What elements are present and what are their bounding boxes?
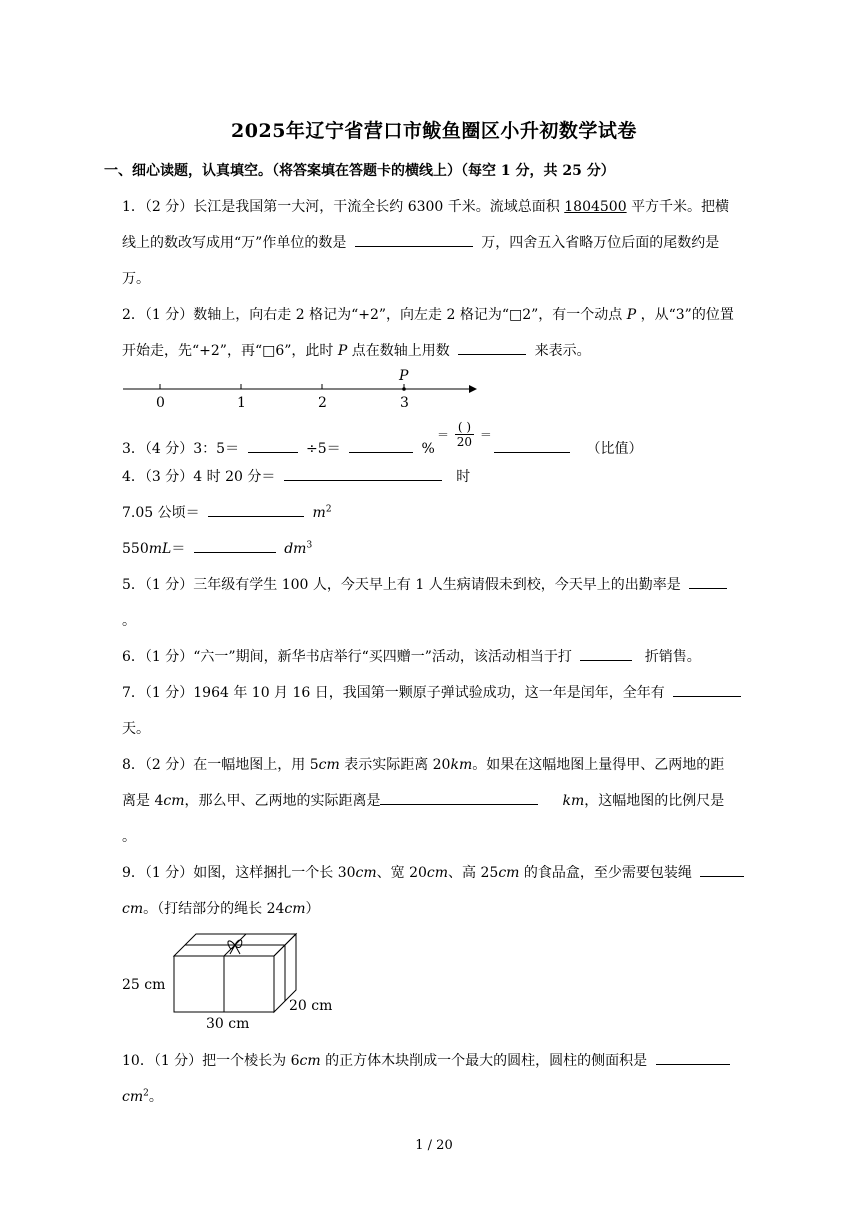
q3-answer-blank-2[interactable] [349,438,413,453]
q3-equals-1: ＝ [437,428,450,442]
q4-unit-dm: dm [284,541,307,557]
question-3-line [122,438,435,458]
question-8-line-1 [122,754,724,774]
q10-text-b: 的正方体木块削成一个最大的圆柱，圆柱的侧面积是 [320,1053,648,1069]
box-width-label: 20 cm [289,998,333,1014]
page-number: 1 / 20 [415,1138,453,1153]
question-1-line-1 [122,196,729,216]
q2-text-a: 2．（1 分）数轴上，向右走 2 格记为“+2”，向左走 2 格记为“□2”，有一个动点 [122,307,623,323]
q2-text-b: ，从“3”的位置 [640,307,734,323]
q2-text-c: 开始走，先“+2”，再“□6”，此时 [122,343,334,359]
gift-box-figure [118,928,338,1036]
question-5-line-1 [122,574,731,594]
q8-text-b: 表示实际距离 20 [339,757,451,773]
number-line-arrow [469,385,477,393]
question-9-line-2 [122,898,320,918]
q3-fraction-numerator: ( ) [455,420,474,435]
q5-text-a: 5．（1 分）三年级有学生 100 人，今天早上有 1 人生病请假未到校，今天早上的出勤率是 [122,577,681,593]
q9-unit-cm-1: cm [355,865,377,881]
ribbon-bow-icon [228,940,242,949]
q4-unit-ml: mL [148,541,172,557]
q1-text-c: 线上的数改写成用“万”作单位的数是 [122,235,347,251]
question-7-line-2 [122,718,150,738]
tick-label-2: 2 [318,395,327,411]
q1-underlined-number: 1804500 [564,199,627,215]
q2-answer-blank[interactable] [458,340,526,355]
q3-text-b: ÷5＝ [306,441,341,457]
q2-text-e: 来表示。 [534,343,591,359]
q2-point-p-2: P [337,343,348,359]
box-length-label: 30 cm [206,1016,250,1032]
q4-answer-blank-2[interactable] [208,502,304,517]
q2-text-d: 点在数轴上用数 [351,343,450,359]
q4-exponent-2: 2 [325,504,332,515]
q9-text-e: 。（打结部分的绳长 24 [143,901,285,917]
q10-text-a: 10．（1 分）把一个棱长为 6 [122,1053,300,1069]
tick-label-0: 0 [156,395,165,411]
q6-text-b: 折销售。 [644,649,701,665]
q6-answer-blank[interactable] [580,646,632,661]
number-line-figure [115,362,485,412]
q4-text-c: 7.05 公顷＝ [122,505,200,521]
question-1-line-2 [122,232,719,252]
question-8-line-3 [122,826,136,846]
q6-text-a: 6．（1 分）“六一”期间，新华书店举行“买四赠一”活动，该活动相当于打 [122,649,572,665]
point-p-label: P [399,368,409,384]
q7-text-b: 天。 [122,721,150,737]
q8-text-e: ，那么甲、乙两地的实际距离是 [184,793,381,809]
question-2-line-1 [122,304,734,324]
q10-text-c: 。 [148,1089,163,1105]
q3-text-d: （比值） [586,441,643,457]
question-6-line [122,646,701,666]
question-9-line-1 [122,862,748,882]
question-3-line-end [490,438,642,458]
q8-unit-cm-2: cm [163,793,185,809]
q7-answer-blank[interactable] [673,682,741,697]
q3-fraction-body [455,420,474,449]
q8-text-a: 8．（2 分）在一幅地图上，用 5 [122,757,319,773]
question-2-line-2 [122,340,591,360]
question-8-line-2 [122,790,724,810]
point-p-dot [402,387,406,391]
q9-text-a: 9．（1 分）如图，这样捆扎一个长 30 [122,865,356,881]
q9-text-d: 的食品盒，至少需要包装绳 [519,865,692,881]
box-height-label: 25 cm [122,977,166,993]
q4-answer-blank-3[interactable] [194,538,276,553]
tick-label-1: 1 [237,395,246,411]
q8-unit-km-2: km [562,793,585,809]
q1-text-e: 万。 [122,271,150,287]
q10-unit-cm-2: cm [122,1089,144,1105]
q9-unit-cm-4: cm [122,901,144,917]
q4-exponent-3: 3 [306,540,313,551]
q5-text-b: 。 [122,613,136,629]
q9-text-c: 、高 25 [448,865,499,881]
q1-answer-blank-1[interactable] [355,232,473,247]
q9-text-f: ） [305,901,320,917]
question-4-line-1 [122,466,470,486]
q8-text-d: 离是 4 [122,793,164,809]
q3-answer-blank-1[interactable] [248,438,298,453]
q10-exponent: 2 [143,1088,149,1099]
q3-percent: % [421,441,435,457]
q2-point-p: P [626,307,637,323]
q3-fraction [437,420,492,449]
q3-text-a: 3．（4 分）3：5＝ [122,441,240,457]
q8-text-g: 。 [122,829,136,845]
q4-equals: ＝ [171,541,186,557]
question-7-line-1 [122,682,745,702]
q9-unit-cm-3: cm [498,865,520,881]
q9-answer-blank[interactable] [700,862,744,877]
q4-text-a: 4．（3 分）4 时 20 分＝ [122,469,276,485]
tick-label-3: 3 [400,395,409,411]
q1-text-d: 万，四舍五入省略万位后面的尾数约是 [481,235,720,251]
q9-text-b: 、宽 20 [376,865,427,881]
q9-unit-cm-5: cm [284,901,306,917]
q7-text-a: 7．（1 分）1964 年 10 月 16 日，我国第一颗原子弹试验成功，这一年是闰年，全年有 [122,685,665,701]
bow-tail-right [235,945,240,954]
q4-text-d: 550 [122,541,149,557]
q4-answer-blank-1[interactable] [284,466,442,481]
q1-text-b: 平方千米。把横 [631,199,730,215]
q3-answer-blank-3[interactable] [494,438,570,453]
q1-text-a: 1．（2 分）长江是我国第一大河，干流全长约 6300 千米。流域总面积 [122,199,560,215]
question-1-line-3 [122,268,150,288]
q10-answer-blank[interactable] [656,1050,730,1065]
q8-text-f: ，这幅地图的比例尺是 [584,793,725,809]
q3-fraction-denominator: 20 [456,435,473,449]
q10-unit-cm: cm [299,1053,321,1069]
q3-equals-2: ＝ [479,428,492,442]
q8-unit-cm: cm [318,757,340,773]
q4-text-b: 时 [456,469,471,485]
q8-unit-km: km [450,757,473,773]
question-4-line-3 [122,538,312,558]
q8-answer-blank[interactable] [380,790,538,805]
question-5-line-2 [122,610,136,630]
question-10-line-2 [122,1086,163,1106]
question-4-line-2 [122,502,332,522]
question-10-line-1 [122,1050,734,1070]
q5-answer-blank[interactable] [689,574,727,589]
page-title: 2025年辽宁省营口市鲅鱼圈区小升初数学试卷 [231,120,637,142]
q9-unit-cm-2: cm [426,865,449,881]
q8-text-c: 。如果在这幅地图上量得甲、乙两地的距 [472,757,725,773]
q4-unit-m: m [312,505,326,521]
section-heading: 一、细心读题，认真填空。（将答案填在答题卡的横线上）（每空 1 分，共 25 分） [104,163,615,179]
